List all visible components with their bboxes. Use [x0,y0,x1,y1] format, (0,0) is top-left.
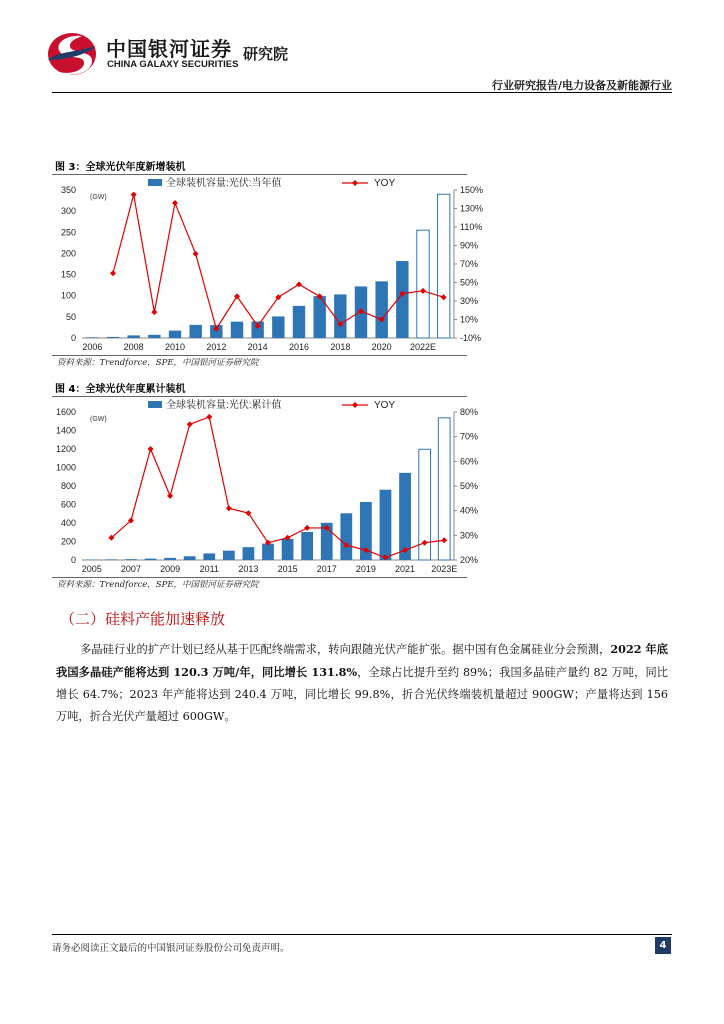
right-y-tick-label: 130% [460,203,484,214]
chart-cumulative-installations [52,398,492,576]
report-category: 行业研究报告/电力设备及新能源行业 [491,79,672,92]
body-text-part-2: ，全球占比提升至约 89%；我国多晶硅产量约 82 万吨，同比增长 64.7%；2023 年产能将达到 240.4 万吨，同比增长 99.8%，折合光伏终端装机量超过 900GW；产量将达到 156 万吨，折合光伏产量超过 600GW。 [56,666,668,723]
x-tick-label: 2021 [395,564,416,574]
x-tick-label: 2016 [288,342,310,352]
yoy-point [110,270,116,276]
yoy-point [187,421,193,427]
right-y-tick-label: 110% [460,222,483,232]
footer-disclaimer: 请务必阅读正文最后的中国银河证券股份公司免责声明。 [52,943,290,954]
x-tick-label: 2013 [238,564,259,574]
left-y-tick-label: 50 [65,311,76,322]
yoy-line [111,417,444,558]
left-y-tick-label: 250 [60,227,76,238]
yoy-point [193,251,199,257]
figure-4-title: 图 4：全球光伏年度累计装机 [55,384,186,395]
right-y-tick-label: 30% [460,530,479,541]
bar [340,513,352,560]
right-y-tick-label: 40% [460,505,479,516]
bar [86,337,98,338]
legend-bar-swatch [148,401,162,408]
x-tick-label: 2019 [355,564,376,574]
bar [203,553,215,560]
yoy-point [226,505,232,511]
bar [231,322,243,338]
bar [375,281,387,338]
yoy-point [131,192,137,198]
x-tick-label: 2014 [247,342,268,352]
bar [380,490,392,560]
right-y-tick-label: 70% [460,259,479,269]
right-y-tick-label: 50% [460,481,479,491]
bar [223,551,235,560]
x-tick-label: 2023E [431,564,458,574]
chart-annual-new-installations [52,176,492,354]
brand-name-en: CHINA GALAXY SECURITIES [107,59,239,70]
right-y-tick-label: 70% [460,431,479,442]
unit-label: (GW) [90,416,107,423]
figure-3-source: 资料来源：Trendforce，SPE，中国银河证券研究院 [57,358,259,368]
bar-forecast [437,194,449,338]
yoy-point [296,281,302,287]
x-tick-label: 2015 [277,564,298,574]
legend-bar-swatch [148,179,162,186]
bar [293,306,305,338]
left-y-tick-label: 200 [60,536,76,547]
right-y-tick-label: 30% [460,296,479,306]
left-y-tick-label: 0 [70,333,76,343]
legend-bar-label: 全球装机容量:光伏:累计值 [166,400,282,411]
body-paragraph [56,638,668,728]
x-tick-label: 2012 [206,342,227,352]
x-tick-label: 2020 [371,342,392,352]
right-y-tick-label: 60% [460,456,479,467]
bar [399,473,411,560]
bar [272,316,284,338]
x-tick-label: 2009 [160,564,181,574]
x-tick-label: 2011 [199,564,219,574]
galaxy-logo-icon [46,30,98,78]
left-y-tick-label: 1000 [55,462,76,473]
x-tick-label: 2010 [164,342,186,352]
left-y-tick-label: 1600 [55,407,76,417]
left-y-tick-label: 150 [60,269,76,280]
footer-divider [52,934,672,935]
body-text-part-1: 多晶硅行业的扩产计划已经从基于匹配终端需求，转向跟随光伏产能扩张。据中国有色金属硅业分会预测， [80,643,611,656]
legend-line-label: YOY [374,400,396,411]
bar [243,547,255,560]
legend-line-marker [352,180,358,186]
right-y-tick-label: 10% [460,314,479,325]
bar [127,335,139,338]
right-y-tick-label: 90% [460,240,479,251]
right-y-tick-label: -10% [460,333,482,343]
bar [125,559,137,560]
header-divider [52,92,672,93]
yoy-point [172,200,178,206]
yoy-point [151,309,157,315]
yoy-point [304,525,310,531]
yoy-point [206,414,212,420]
left-y-tick-label: 1200 [55,444,76,454]
left-y-tick-label: 0 [70,555,76,565]
page-number: 4 [655,937,671,954]
right-y-tick-label: 50% [460,277,479,288]
bar [105,559,117,560]
bar [184,556,196,560]
bar [282,539,294,560]
x-tick-label: 2007 [120,564,141,574]
bar [148,335,160,338]
legend-line-marker [352,402,358,408]
left-y-tick-label: 800 [60,481,76,491]
bar-forecast [417,230,429,338]
figure-4-source: 资料来源：Trendforce，SPE，中国银河证券研究院 [57,580,259,590]
left-y-tick-label: 300 [60,206,76,217]
left-y-tick-label: 350 [60,185,76,195]
figure-3-top-rule [52,174,467,175]
institute-name: 研究院 [243,45,289,63]
x-tick-label: 2008 [123,342,144,352]
body-text-highlight: 2022 年底我国多晶硅产能将达到 120.3 万吨/年，同比增长 131.8% [56,642,668,679]
bar [334,294,346,338]
right-y-tick-label: 20% [460,555,479,565]
unit-label: (GW) [90,194,107,201]
left-y-tick-label: 400 [60,518,76,528]
bar [262,544,274,560]
legend-bar-label: 全球装机容量:光伏:当年值 [166,178,282,189]
figure-4-top-rule [52,396,467,397]
bar [107,337,119,338]
x-tick-label: 2018 [330,342,351,352]
left-y-tick-label: 600 [60,499,76,510]
brand-name-cn: 中国银河证券 [106,37,232,61]
bar [164,558,176,560]
bar [145,559,157,560]
left-y-tick-label: 200 [60,248,76,259]
x-tick-label: 2005 [81,564,102,574]
left-y-tick-label: 1400 [55,425,76,436]
x-tick-label: 2022E [409,342,437,352]
yoy-line [113,195,444,329]
figure-3-title: 图 3：全球光伏年度新增装机 [55,162,186,173]
bar [301,532,313,560]
x-tick-label: 2017 [316,564,337,574]
right-y-tick-label: 150% [460,185,484,195]
bar [189,325,201,338]
legend-line-label: YOY [374,178,396,189]
x-tick-label: 2006 [82,342,103,352]
yoy-point [167,493,173,499]
right-y-tick-label: 80% [460,407,479,417]
yoy-point [148,446,154,452]
section-title: （二）硅料产能加速释放 [60,610,226,628]
bar [169,331,181,338]
left-y-tick-label: 100 [60,290,76,301]
